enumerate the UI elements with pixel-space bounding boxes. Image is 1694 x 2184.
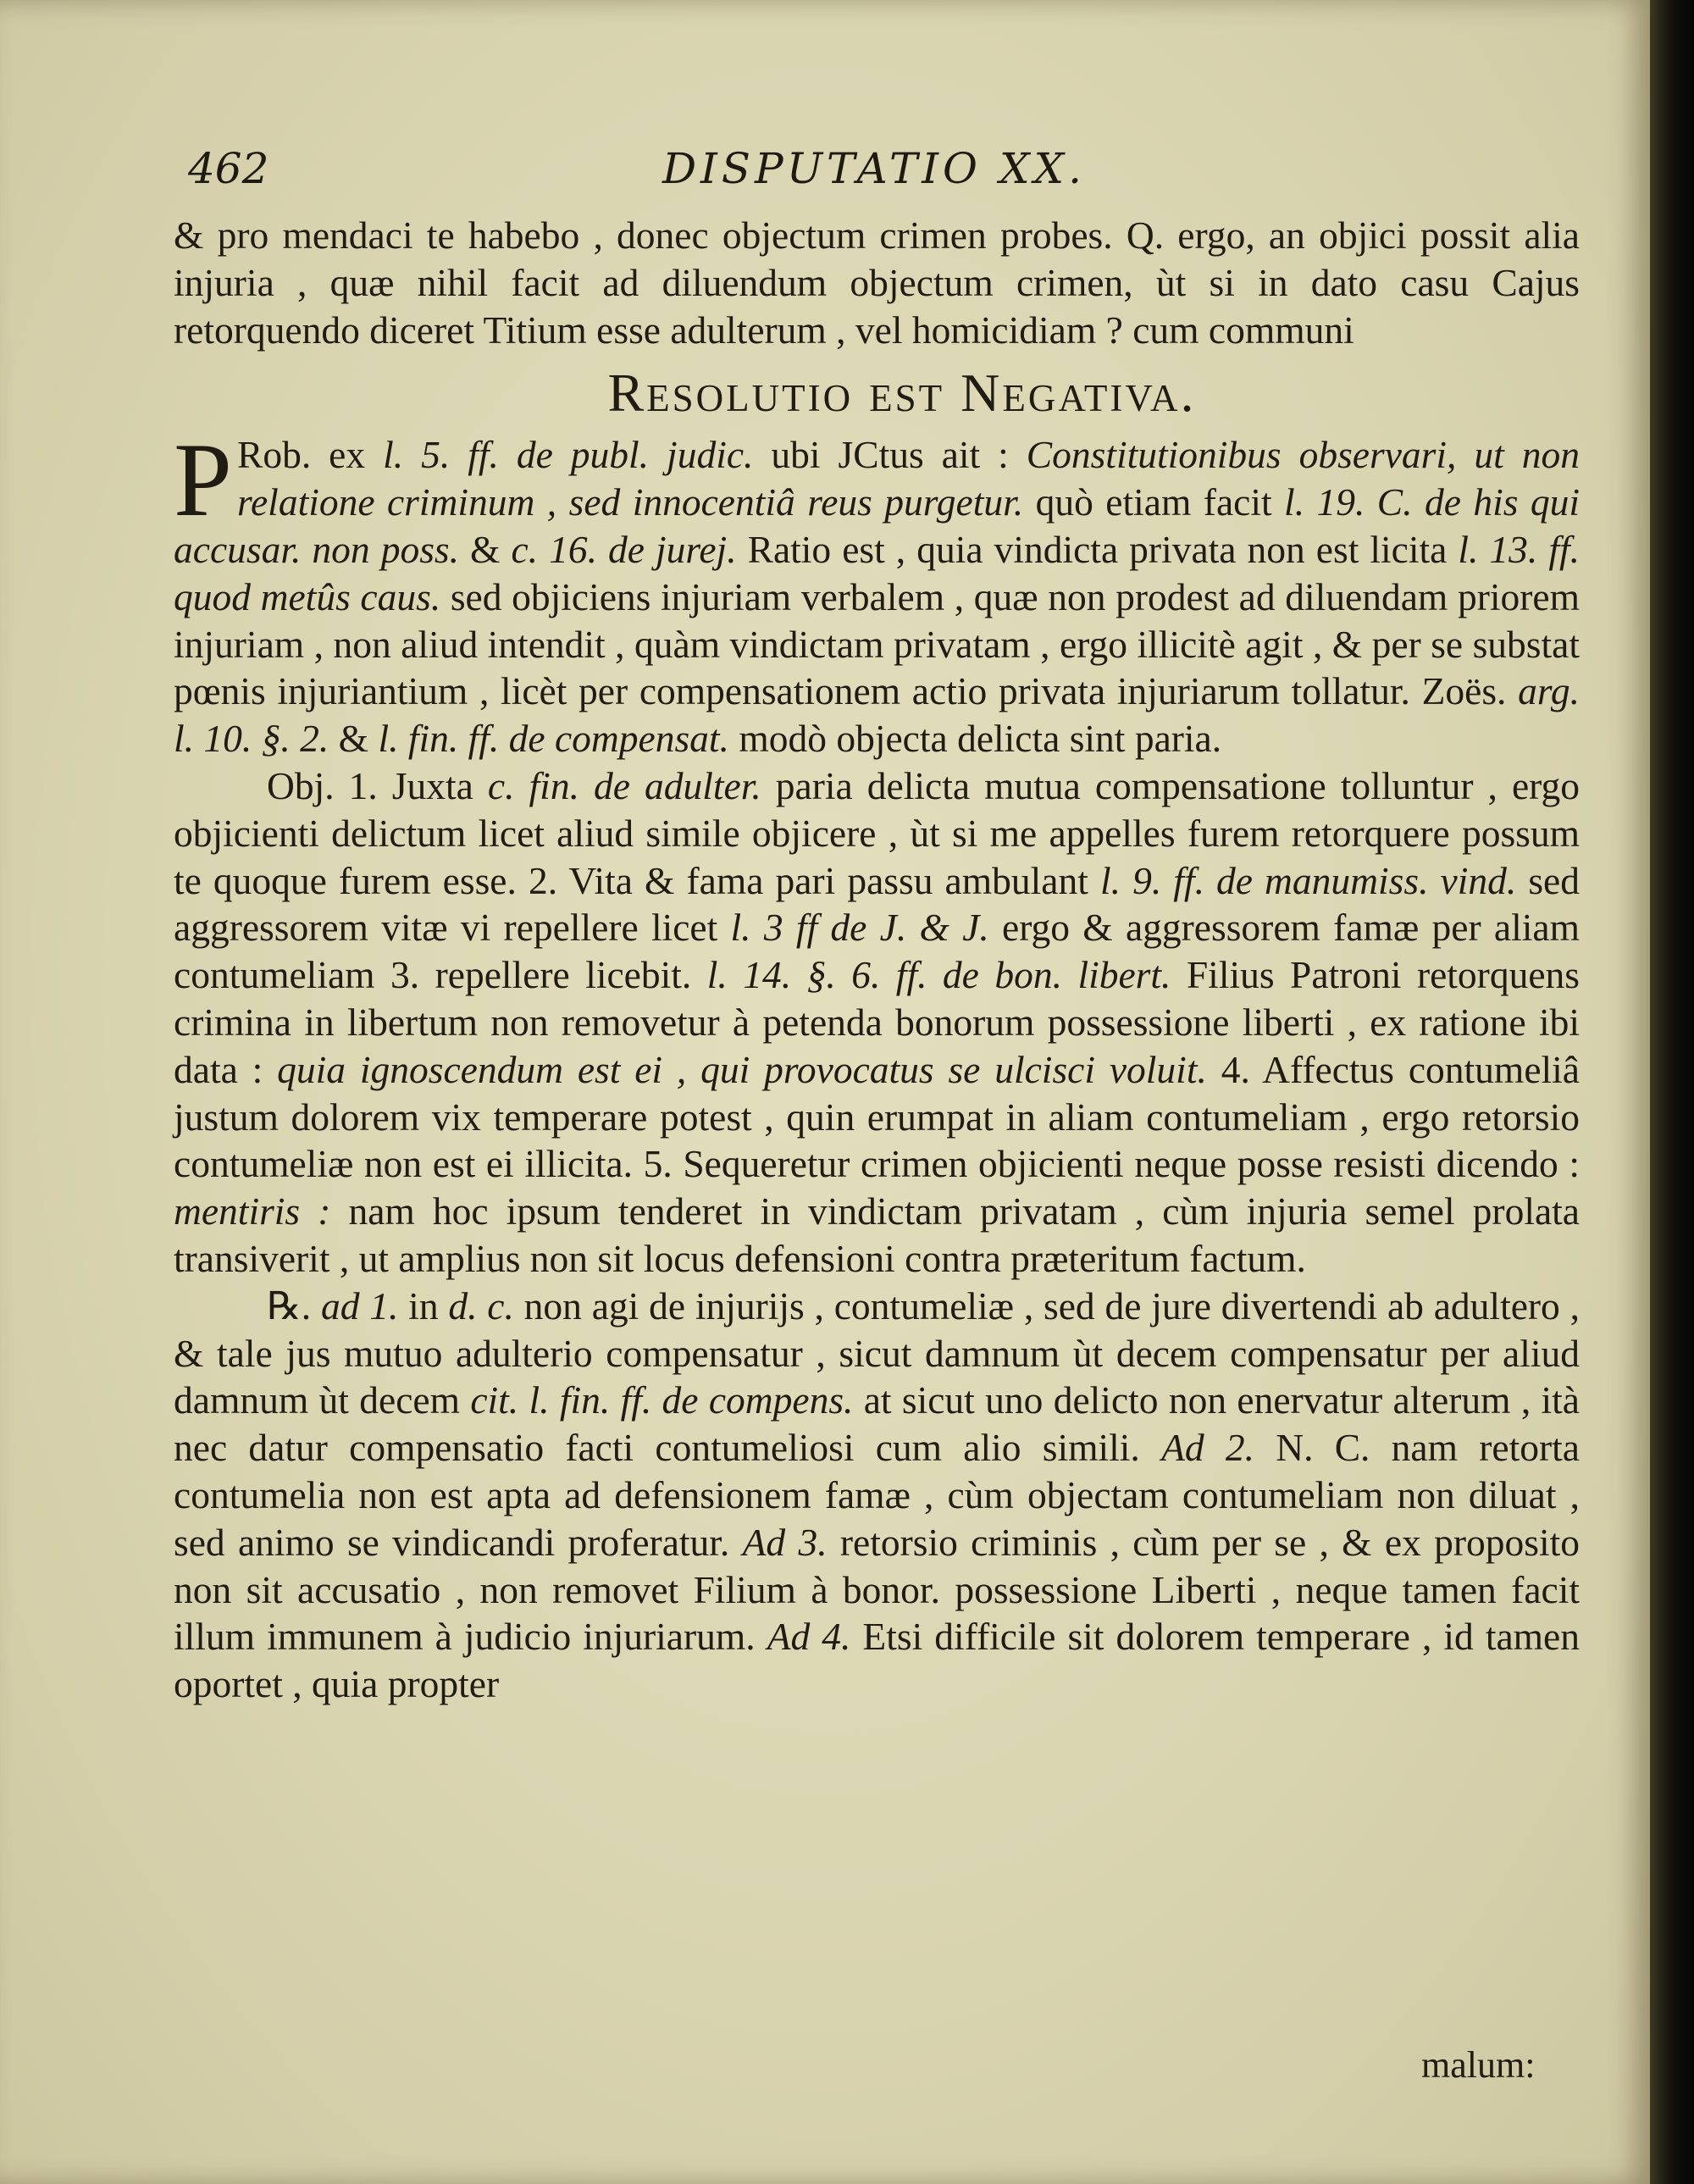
objection-text: 4. Affectus contumeliâ justum dolorem vix temperare potest , quin erumpat in aliam contumeliam , ergo retorsio contumeliæ non est ei illicita. 5. Sequeretur crimen objicienti neque posse resisti dicendo : (174, 1047, 1580, 1186)
citation: l. fin. ff. de compensat. (378, 717, 729, 761)
citation: l. 14. §. 6. ff. de bon. libert. (706, 953, 1171, 997)
citation: l. 3 ff de J. & J. (730, 906, 989, 950)
citation: c. 16. de jurej. (511, 527, 737, 571)
citation: l. 5. ff. de publ. judic. (383, 433, 754, 477)
response-marker: Ad 3. (742, 1520, 828, 1564)
response-text: Etsi difficile sit dolorem temperare , id tamen oportet , quia propter (174, 1615, 1580, 1706)
proof-text: quò etiam facit (1023, 480, 1285, 524)
citation: l. 19. C. de his qui accusar. non poss. (174, 480, 1580, 571)
objection-text: sed aggressorem vitæ vi repellere licet (174, 858, 1581, 950)
proof-text: Rob. ex (236, 433, 384, 477)
citation: c. fin. de adulter. (487, 763, 761, 807)
response-marker: Ad 4. (767, 1615, 851, 1659)
section-heading: Resolutio est Negativa. (607, 363, 1197, 424)
page-number: 462 (188, 144, 269, 193)
response-text: non agi de injurijs , contumeliæ , sed de jure divertendi ab adultero , & tale jus mutuo adulterio compensatur , sicut damnum ùt decem compensatur per aliud damnum ùt decem (174, 1283, 1580, 1422)
response-text: in (398, 1283, 449, 1328)
proof-paragraph (174, 422, 1580, 762)
running-title: DISPUTATIO XX. (662, 144, 1087, 193)
proof-text: & (329, 717, 379, 761)
main-text (174, 212, 1580, 1708)
drop-cap: P (174, 422, 232, 539)
citation: cit. l. fin. ff. de compens. (470, 1378, 854, 1422)
quotation: Constitutionibus observari, ut non relatione criminum , sed innocentiâ reus purgetur. (236, 433, 1580, 524)
objection-text: Obj. 1. Juxta (267, 763, 488, 807)
response-marker: Ad 2. (1161, 1426, 1254, 1470)
objection-text: nam hoc ipsum tenderet in vindictam privatam , cùm injuria semel prolata transiverit , ut amplius non sit locus defensioni contra præteritum factum. (174, 1189, 1581, 1280)
citation: arg. l. 10. §. 2. (174, 669, 1580, 761)
proof-text: modò objecta delicta sint paria. (728, 717, 1222, 761)
quotation: quia ignoscendum est ei , qui provocatus se ulcisci voluit. (277, 1047, 1207, 1091)
citation: l. 9. ff. de manumiss. vind. (1099, 858, 1517, 902)
response-marker: ad 1. (320, 1283, 399, 1328)
proof-text: sed objiciens injuriam verbalem , quæ non prodest ad diluendam priorem injuriam , non aliud intendit , quàm vindictam privatam , ergo illicitè agit , & per se substat pœnis injuriantium , licèt per compensationem actio privata injuriarum tollatur. Zoës. (174, 574, 1580, 713)
response-symbol: ℞. (267, 1283, 321, 1328)
objection-text: paria delicta mutua compensatione tolluntur , ergo objicienti delictum licet aliud simile objicere , ùt si me appelles furem retorquere possum te quoque furem esse. 2. Vita & fama pari passu ambulant (174, 763, 1580, 902)
quotation: mentiris : (174, 1189, 331, 1233)
running-head (188, 144, 1560, 203)
response-text: retorsio criminis , cùm per se , & ex proposito non sit accusatio , non removet Filium à bonor. possessione Liberti , neque tamen facit illum immunem à judicio injuriarum. (174, 1520, 1580, 1659)
response-text: N. C. nam retorta contumelia non est apta ad defensionem famæ , cùm objectam contumeliam non diluat , sed animo se vindicandi proferatur. (174, 1426, 1580, 1564)
proof-text: Ratio est , quia vindicta privata non est licita (736, 527, 1459, 571)
objection-text: Filius Patroni retorquens crimina in libertum non removetur à petenda bonorum possessione liberti , ex ratione ibi data : (174, 953, 1580, 1091)
proof-text: & (459, 527, 512, 571)
responses-paragraph (174, 1283, 1580, 1708)
response-text: at sicut uno delicto non enervatur alterum , ità nec datur compensatio facti contumeliosi cum alio simili. (174, 1378, 1580, 1470)
intro-paragraph: & pro mendaci te habebo , donec objectum crimen probes. Q. ergo, an objici possit alia injuria , quæ nihil facit ad diluendum objectum crimen, ùt si in dato casu Cajus retorquendo diceret Titium esse adulterum , vel homicidiam ? cum communi (174, 213, 1580, 352)
objections-paragraph (174, 762, 1580, 1283)
citation: d. c. (448, 1283, 514, 1328)
proof-text: ubi JCtus ait : (753, 433, 1027, 477)
catchword: malum: (1421, 2044, 1536, 2086)
objection-text: ergo & aggressorem famæ per aliam contumeliam 3. repellere licebit. (174, 906, 1580, 997)
book-binding-edge (1650, 0, 1694, 2184)
citation: l. 13. ff. quod metûs caus. (174, 527, 1580, 618)
